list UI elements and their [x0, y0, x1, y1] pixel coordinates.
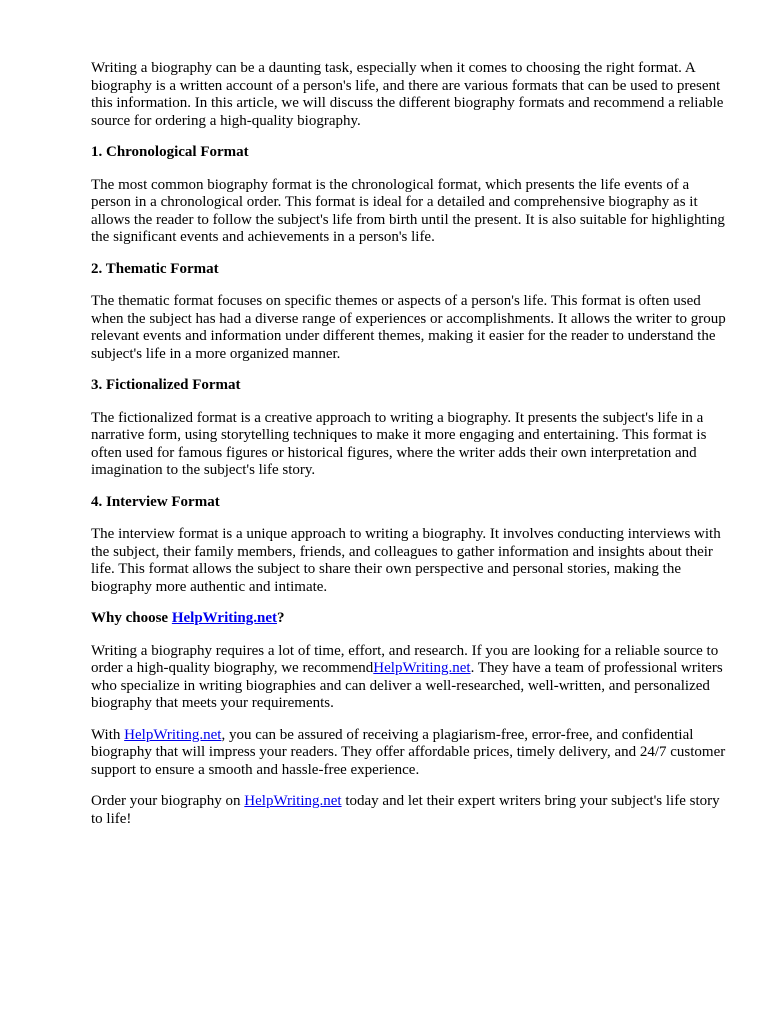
assurance-text-after: , you can be assured of receiving a plagiarism-free, error-free, and confidential biography that will impress your readers. They offer affordable prices, timely delivery, and 24/7 customer support to ensure a smooth and hassle-free experience.	[91, 726, 726, 778]
section-body-fictionalized: The fictionalized format is a creative approach to writing a biography. It presents the subject's life in a narrative form, using storytelling techniques to make it more engaging and entertaining. This format is often used for famous figures or historical figures, where the writer adds their own interpretation and imagination to the subject's life story.	[91, 409, 707, 478]
why-suffix: ?	[276, 610, 285, 626]
why-choose-heading	[91, 610, 731, 628]
section-body-interview: The interview format is a unique approach to writing a biography. It involves conducting interviews with the subject, their family members, friends, and colleagues to gather information and insights about their life. This format allows the subject to share their own perspective and personal stories, making the biography more authentic and intimate.	[91, 526, 721, 595]
section-heading-fictionalized: 3. Fictionalized Format	[91, 377, 241, 393]
why-prefix: Why choose	[91, 610, 172, 626]
section-heading-chronological: 1. Chronological Format	[91, 144, 249, 160]
recommend-paragraph	[91, 643, 731, 713]
helpwriting-link[interactable]: HelpWriting.net	[171, 610, 277, 626]
recommend-text-before: Writing a biography requires a lot of time, effort, and research. If you are looking for a reliable source to order a high-quality biography, we recommend	[91, 642, 719, 676]
assurance-text-before: With	[91, 726, 125, 743]
helpwriting-link[interactable]: HelpWriting.net	[373, 660, 471, 676]
helpwriting-link[interactable]: HelpWriting.net	[124, 726, 222, 743]
section-body-thematic: The thematic format focuses on specific themes or aspects of a person's life. This format is often used when the subject has had a diverse range of experiences or accomplishments. It allows the writer to group relevant events and information under different themes, making it easier for the reader to understand the subject's life in a more organized manner.	[91, 293, 726, 362]
intro-paragraph: Writing a biography can be a daunting task, especially when it comes to choosing the right format. A biography is a written account of a person's life, and there are various formats that can be used to present this information. In this article, we will discuss the different biography formats and recommend a reliable source for ordering a high-quality biography.	[91, 60, 724, 129]
section-body-chronological: The most common biography format is the chronological format, which presents the life events of a person in a chronological order. This format is ideal for a detailed and comprehensive biography as it allows the reader to follow the subject's life from birth until the present. It is also suitable for highlighting the significant events and achievements in a person's life.	[91, 176, 725, 245]
helpwriting-link[interactable]: HelpWriting.net	[244, 793, 342, 809]
section-heading-thematic: 2. Thematic Format	[91, 260, 219, 277]
assurance-paragraph	[91, 727, 731, 780]
section-heading-interview: 4. Interview Format	[91, 493, 220, 510]
order-text-before: Order your biography on	[91, 793, 245, 809]
recommend-text-after: . They have a team of professional writers who specialize in writing biographies and can deliver a well-researched, well-written, and personalized biography that meets your requirements.	[91, 660, 723, 711]
order-text-after: today and let their expert writers bring your subject's life story to life!	[91, 793, 720, 827]
order-paragraph	[91, 793, 731, 828]
document-page	[91, 60, 731, 842]
